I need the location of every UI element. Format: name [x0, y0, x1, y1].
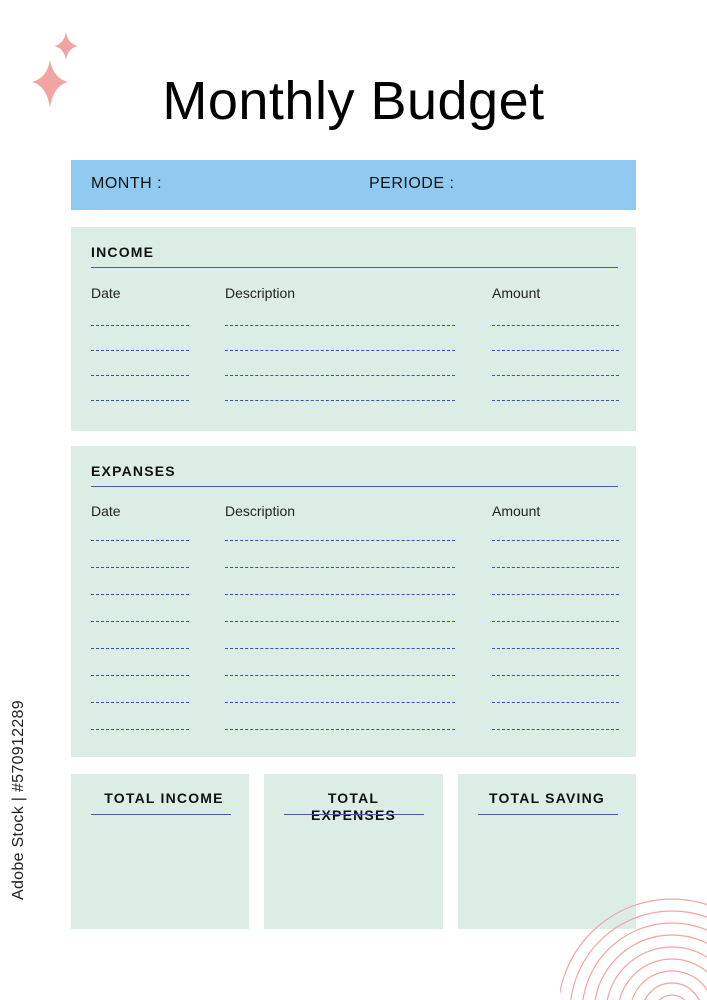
date-entry-line[interactable] [91, 621, 189, 622]
date-entry-line[interactable] [91, 675, 189, 676]
income-title: INCOME [91, 244, 155, 260]
total-income-box [71, 774, 249, 929]
date-entry-line[interactable] [91, 325, 189, 326]
date-entry-line[interactable] [91, 702, 189, 703]
description-entry-line[interactable] [225, 325, 455, 326]
periode-label: PERIODE : [369, 175, 455, 192]
page-title: Monthly Budget [162, 71, 545, 131]
expenses-date-header: Date [91, 503, 121, 519]
description-entry-line[interactable] [225, 540, 455, 541]
total-income-rule [91, 814, 231, 815]
amount-entry-line[interactable] [492, 375, 619, 376]
expenses-amount-header: Amount [492, 503, 541, 519]
description-entry-line[interactable] [225, 350, 455, 351]
description-entry-line[interactable] [225, 594, 455, 595]
amount-entry-line[interactable] [492, 350, 619, 351]
income-date-header: Date [91, 285, 121, 301]
stock-id-text: Adobe Stock | #570912289 [10, 700, 27, 900]
description-entry-line[interactable] [225, 702, 455, 703]
total-saving-label: TOTAL SAVING [488, 790, 606, 806]
description-entry-line[interactable] [225, 567, 455, 568]
amount-entry-line[interactable] [492, 648, 619, 649]
date-entry-line[interactable] [91, 729, 189, 730]
amount-entry-line[interactable] [492, 675, 619, 676]
description-entry-line[interactable] [225, 400, 455, 401]
amount-entry-line[interactable] [492, 621, 619, 622]
expenses-title: EXPANSES [91, 463, 176, 479]
date-entry-line[interactable] [91, 350, 189, 351]
description-entry-line[interactable] [225, 375, 455, 376]
date-entry-line[interactable] [91, 375, 189, 376]
income-amount-header: Amount [492, 285, 541, 301]
amount-entry-line[interactable] [492, 400, 619, 401]
date-entry-line[interactable] [91, 400, 189, 401]
amount-entry-line[interactable] [492, 702, 619, 703]
month-label: MONTH : [91, 175, 163, 192]
income-title-rule [91, 267, 618, 268]
income-section [71, 227, 636, 431]
description-entry-line[interactable] [225, 675, 455, 676]
date-entry-line[interactable] [91, 648, 189, 649]
description-entry-line[interactable] [225, 648, 455, 649]
expenses-description-header: Description [225, 503, 296, 519]
month-header-bar [71, 160, 636, 210]
date-entry-line[interactable] [91, 540, 189, 541]
income-description-header: Description [225, 285, 296, 301]
amount-entry-line[interactable] [492, 325, 619, 326]
amount-entry-line[interactable] [492, 540, 619, 541]
expenses-section [71, 446, 636, 757]
amount-entry-line[interactable] [492, 729, 619, 730]
total-saving-rule [478, 814, 618, 815]
date-entry-line[interactable] [91, 567, 189, 568]
description-entry-line[interactable] [225, 621, 455, 622]
expenses-title-rule [91, 486, 618, 487]
total-expenses-rule [284, 814, 424, 815]
date-entry-line[interactable] [91, 594, 189, 595]
total-expenses-label: TOTAL EXPENSES [310, 790, 397, 823]
amount-entry-line[interactable] [492, 567, 619, 568]
description-entry-line[interactable] [225, 729, 455, 730]
amount-entry-line[interactable] [492, 594, 619, 595]
concentric-arcs-icon [560, 895, 707, 1000]
total-expenses-box [264, 774, 443, 929]
total-income-label: TOTAL INCOME [104, 790, 224, 806]
